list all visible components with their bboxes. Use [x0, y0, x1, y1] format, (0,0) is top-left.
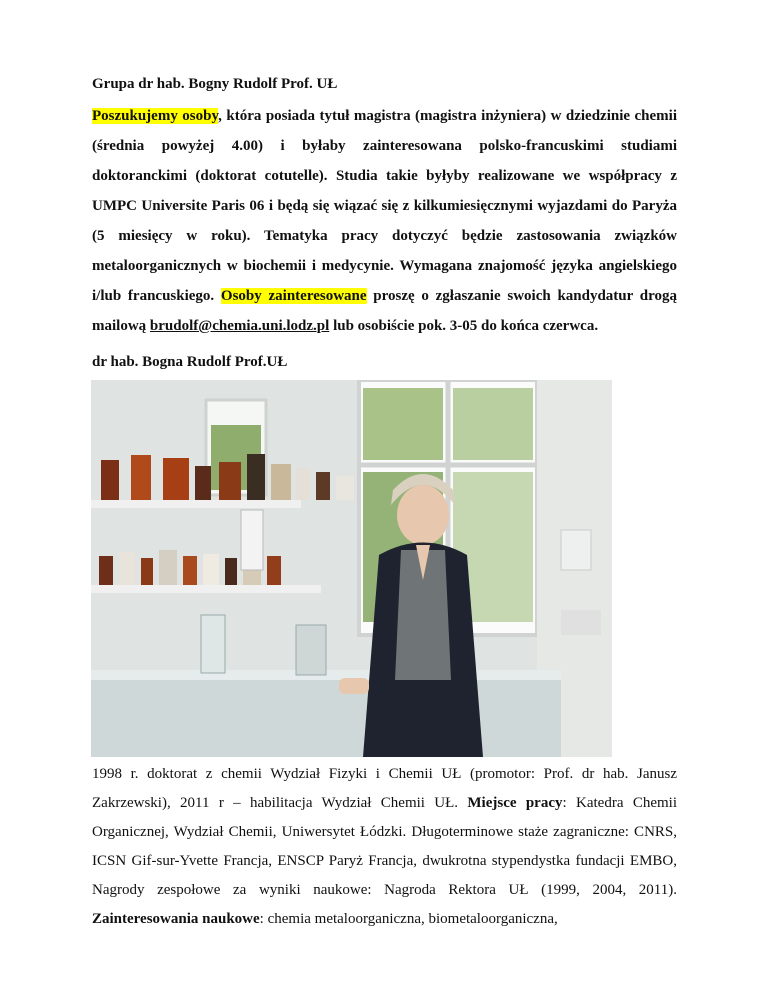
announcement-text-3: lub osobiście pok. 3-05 do końca czerwca. — [329, 318, 599, 334]
group-heading: Grupa dr hab. Bogny Rudolf Prof. UŁ — [92, 76, 338, 92]
highlight-interested-persons: Osoby zainteresowane — [220, 288, 367, 304]
bio-text-1: 1998 r. doktorat z chemii Wydział Fizyki i Chemii UŁ (promotor: Prof. dr hab. Janusz Zakrzewski), 2011 r – habilitacja Wydział Chemii UŁ. — [92, 766, 677, 811]
lab-photo — [91, 380, 612, 757]
announcement-text-2: proszę o zgłaszanie swoich kandydatur drogą mailową — [92, 288, 678, 334]
bio-label-interests: Zainteresowania naukowe — [92, 911, 260, 927]
bio-text-2: : Katedra Chemii Organicznej, Wydział Chemii, Uniwersytet Łódzki. Długoterminowe staże zagraniczne: CNRS, ICSN Gif-sur-Yvette Francja, ENSCP Paryż Francja, dwukrotna stypendystka fundacji EMBO, Nagrody zespołowe za wyniki naukowe: Nagroda Rektora UŁ (1999, 2004, 2011). — [92, 795, 677, 898]
bio-text-3: : chemia metaloorganiczna, biometaloorganiczna, — [259, 911, 558, 927]
announcement-paragraph — [92, 101, 677, 341]
announcement-text-1: , która posiada tytuł magistra (magistra inżyniera) w dziedzinie chemii (średnia powyżej 4.00) i byłaby zainteresowana polsko-francuskimi studiami doktoranckimi (doktorat cotutelle). Studia takie byłyby realizowane we współpracy z UMPC Universite Paris 06 i będą się wiązać się z kilkumiesięcznymi wyjazdami do Paryża (5 miesięcy w roku). Tematyka pracy dotyczyć będzie zastosowania związków metaloorganicznych w biochemii i medycynie. Wymagana znajomość języka angielskiego i/lub francuskiego. — [92, 108, 677, 304]
bio-label-workplace: Miejsce pracy — [467, 795, 563, 811]
biography-paragraph — [92, 760, 677, 934]
email-link[interactable]: brudolf@chemia.uni.lodz.pl — [149, 318, 330, 334]
highlight-looking-for: Poszukujemy osoby — [92, 108, 219, 124]
profile-name: dr hab. Bogna Rudolf Prof.UŁ — [92, 354, 288, 370]
